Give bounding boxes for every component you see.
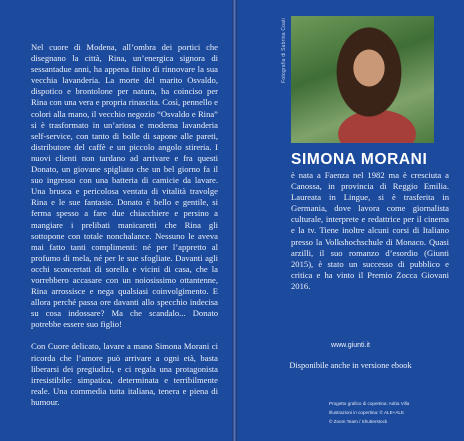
synopsis-paragraph-1: Nel cuore di Modena, all’ombra dei portici che disegnano la città, Rina, un’energica signora di sessantadue anni, ha appena finito di rinnovare la sua vecchia lavanderia. La morte del marito Osvaldo, dispotico e brontolone per natura, ha coinciso per Rina con una vera e propria rinascita. Così, pennello e colori alla mano, il vecchio negozio “Osvaldo e Rina” si è trasformato in un’ariosa e moderna lavanderia self-service, con tanto di bolle di sapone alle pareti, distributore del caffè e un piccolo angolo stireria. I nuovi clienti non tardano ad arrivare e fra questi Donato, un giovane spigliato che un bel giorno fa il suo ingresso con una batteria di camicie da lavare. Una brusca e pericolosa ventata di vitalità travolge Rina e le sue fantasie. Donato è bello e gentile, si ferma spesso a fare due chiacchiere e persino a mangiare i prelibati manicaretti che Rina gli sottopone con totale nonchalance. Nessuno le aveva mai fatto tanti complimenti: né per l’appretto al profumo di mela, né per le sue sfogliate. Davanti agli occhi sconcertati di sorella e vicini di casa, che la vorrebbero accasare con un noiosissimo ottantenne, Rina arrossisce e nega qualsiasi coinvolgimento. E allora perché passa ore davanti allo specchio indecisa su cosa indossare? Ma che scandalo... Donato potrebbe essere suo figlio! <box>31 42 218 330</box>
author-name: SIMONA MORANI <box>291 151 428 168</box>
synopsis-paragraph-2: Con Cuore delicato, lavare a mano Simona Morani ci ricorda che l’amore può arrivare a ogni età, basta liberarsi dei pregiudizi, e ci regala una protagonista irresistibile: simpatica, determinata e terribilmente reale. Una commedia tutta italiana, tenera e piena di humour. <box>31 341 218 407</box>
photo-credit: Fotografia di Sabrina Coati <box>281 18 287 83</box>
publisher-website: www.giunti.it <box>331 342 370 349</box>
author-flap <box>237 0 464 441</box>
author-bio: è nata a Faenza nel 1982 ma è cresciuta a Canossa, in provincia di Reggio Emilia. Laureata in Lingue, si è trasferita in Germania, dove lavora come giornalista culturale, interprete e redattrice per il cinema e la tv. Tiene inoltre alcuni corsi di Italiano presso la Volkshochschule di Monaco. Quasi arzilli, il suo romanzo d’esordio (Giunti 2015), è stato un successo di pubblico e critica e ha vinto il Premio Zocca Giovani 2016. <box>291 170 449 291</box>
synopsis-text <box>31 42 218 408</box>
author-photo <box>291 16 434 143</box>
credit-line: Illustrazioni in copertina: © ALE+ALE <box>329 410 405 415</box>
ebook-note: Disponibile anche in versione ebook <box>289 361 412 370</box>
design-credits <box>329 401 449 425</box>
credit-line: Progetto grafico di copertina: Adria Villa <box>329 401 410 406</box>
credit-line: © Zoom Team / Shutterstock <box>329 419 388 424</box>
